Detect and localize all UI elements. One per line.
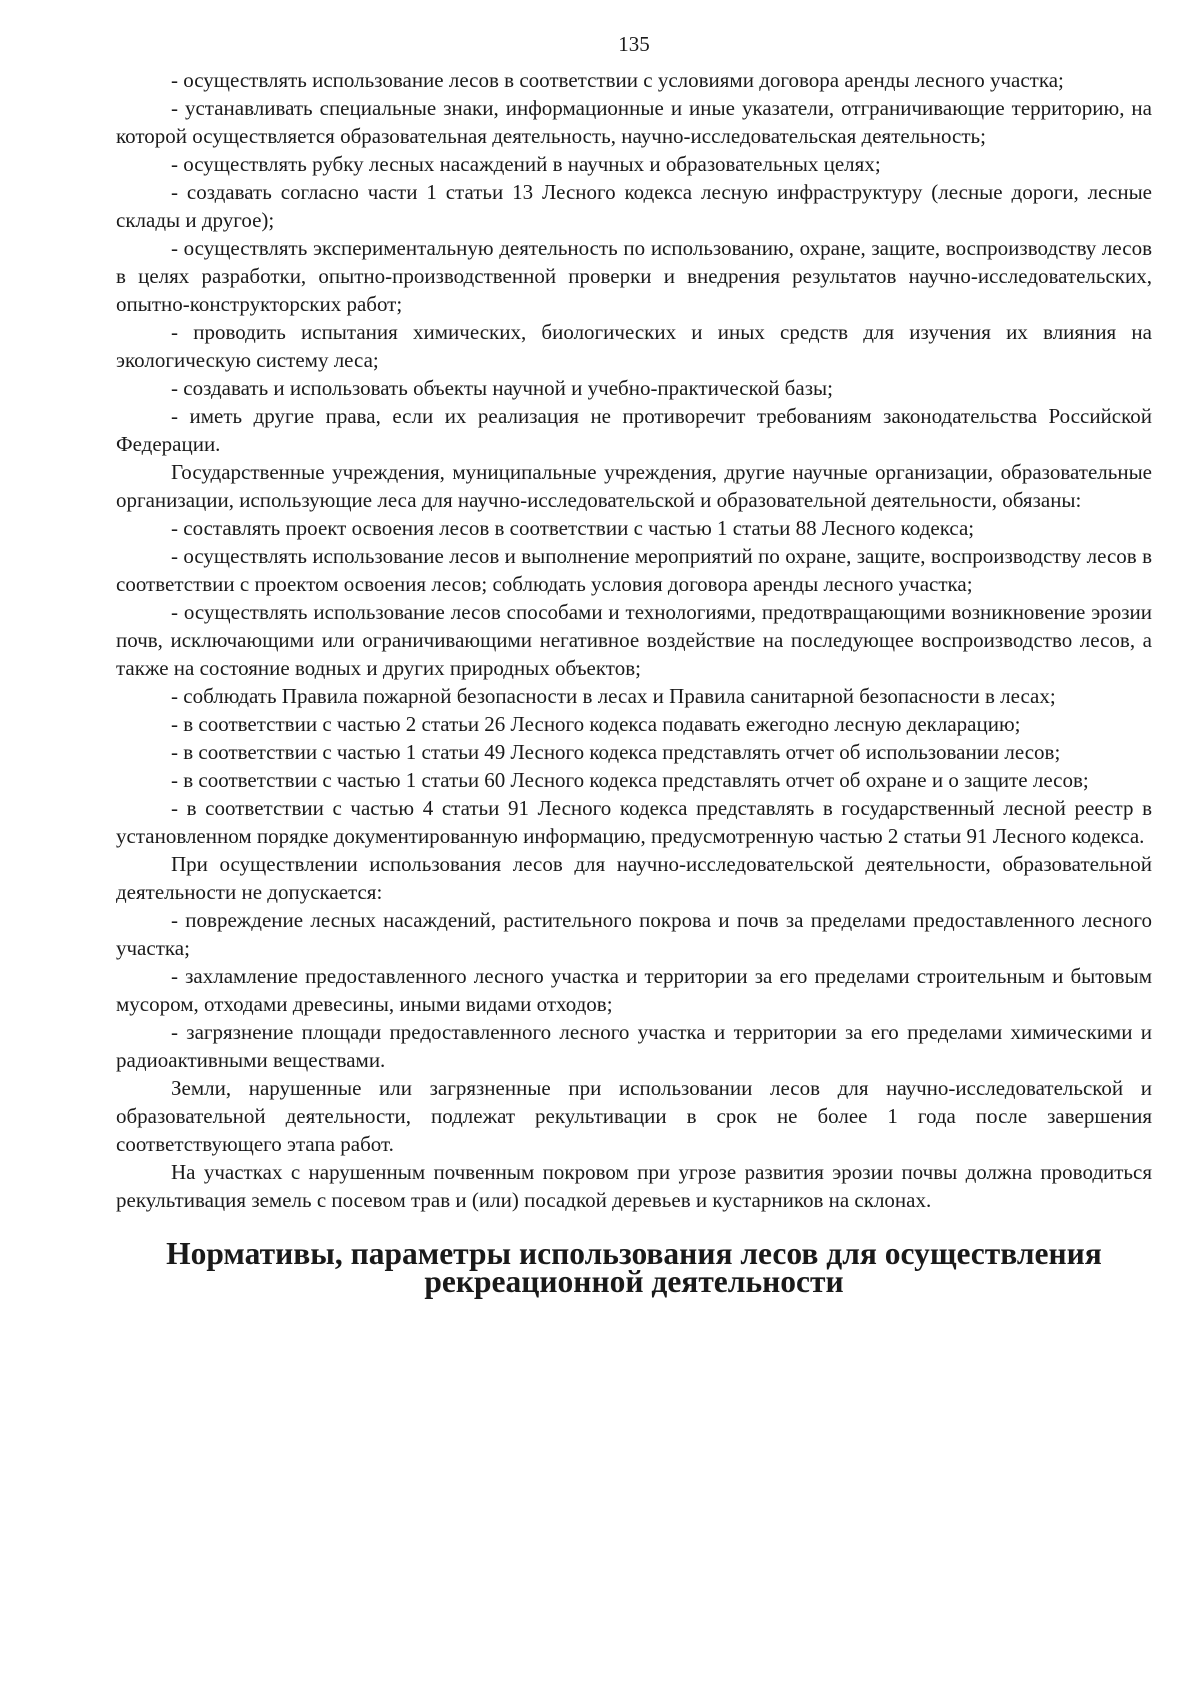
paragraph-20: - захламление предоставленного лесного участка и территории за его пределами строительным и бытовым мусором, отходами древесины, иными видами отходов; [116,964,1152,1016]
paragraph-15: - в соответствии с частью 1 статьи 49 Лесного кодекса представлять отчет об использовании лесов; [171,740,1061,764]
paragraph-6: - проводить испытания химических, биологических и иных средств для изучения их влияния на экологическую систему леса; [116,320,1152,372]
paragraph-5: - осуществлять экспериментальную деятельность по использованию, охране, защите, воспроизводству лесов в целях разработки, опытно-производственной проверки и внедрения результатов научно-исследовательских, опытно-конструкторских работ; [116,236,1152,316]
paragraph-7: - создавать и использовать объекты научной и учебно-практической базы; [171,376,833,400]
paragraph-18: При осуществлении использования лесов для научно-исследовательской деятельности, образовательной деятельности не допускается: [116,852,1152,904]
paragraph-14: - в соответствии с частью 2 статьи 26 Лесного кодекса подавать ежегодно лесную декларацию; [171,712,1021,736]
section-heading: Нормативы, параметры использования лесов для осуществления рекреационной деятельности [166,1236,1102,1299]
paragraph-3: - осуществлять рубку лесных насаждений в научных и образовательных целях; [171,152,881,176]
paragraph-23: На участках с нарушенным почвенным покровом при угрозе развития эрозии почвы должна проводиться рекультивация земель с посевом трав и (или) посадкой деревьев и кустарников на склонах. [116,1160,1152,1212]
paragraph-13: - соблюдать Правила пожарной безопасности в лесах и Правила санитарной безопасности в лесах; [171,684,1056,708]
paragraph-19: - повреждение лесных насаждений, растительного покрова и почв за пределами предоставленного лесного участка; [116,908,1152,960]
page-number: 135 [618,32,650,56]
paragraph-21: - загрязнение площади предоставленного лесного участка и территории за его пределами химическими и радиоактивными веществами. [116,1020,1152,1072]
paragraph-9: Государственные учреждения, муниципальные учреждения, другие научные организации, образовательные организации, использующие леса для научно-исследовательской и образовательной деятельности, обязаны: [116,460,1152,512]
paragraph-8: - иметь другие права, если их реализация не противоречит требованиям законодательства Российской Федерации. [116,404,1152,456]
paragraph-17: - в соответствии с частью 4 статьи 91 Лесного кодекса представлять в государственный лесной реестр в установленном порядке документированную информацию, предусмотренную частью 2 статьи 91 Лесного кодекса. [116,796,1152,848]
paragraph-4: - создавать согласно части 1 статьи 13 Лесного кодекса лесную инфраструктуру (лесные дороги, лесные склады и другое); [116,180,1152,232]
paragraph-2: - устанавливать специальные знаки, информационные и иные указатели, отграничивающие территорию, на которой осуществляется образовательная деятельность, научно-исследовательская деятельность; [116,96,1152,148]
paragraph-16: - в соответствии с частью 1 статьи 60 Лесного кодекса представлять отчет об охране и о защите лесов; [171,768,1089,792]
paragraph-11: - осуществлять использование лесов и выполнение мероприятий по охране, защите, воспроизводству лесов в соответствии с проектом освоения лесов; соблюдать условия договора аренды лесного участка; [116,544,1152,596]
paragraph-1: - осуществлять использование лесов в соответствии с условиями договора аренды лесного участка; [171,68,1064,92]
paragraph-12: - осуществлять использование лесов способами и технологиями, предотвращающими возникновение эрозии почв, исключающими или ограничивающими негативное воздействие на последующее воспроизводство лесов, а также на состояние водных и других природных объектов; [116,600,1152,680]
paragraph-10: - составлять проект освоения лесов в соответствии с частью 1 статьи 88 Лесного кодекса; [171,516,975,540]
paragraph-22: Земли, нарушенные или загрязненные при использовании лесов для научно-исследовательской и образовательной деятельности, подлежат рекультивации в срок не более 1 года после завершения соответствующего этапа работ. [116,1076,1152,1156]
document-page [116,30,1152,1299]
